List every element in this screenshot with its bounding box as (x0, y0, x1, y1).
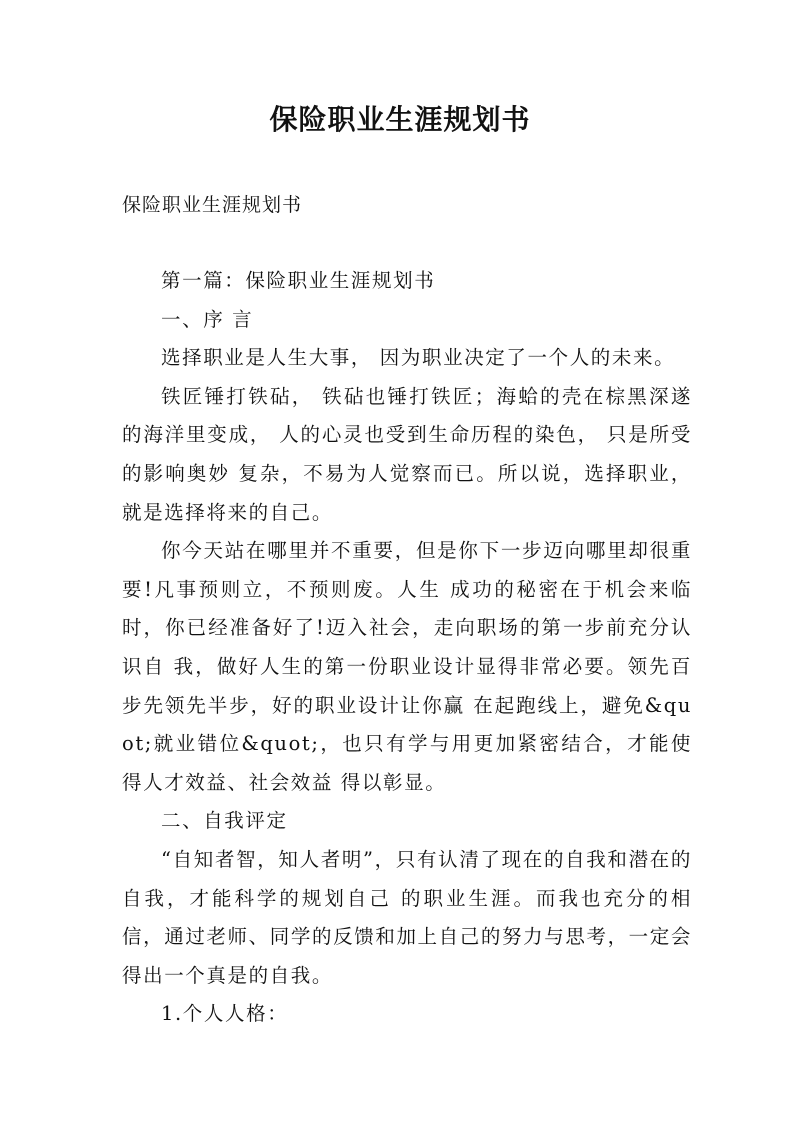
paragraph: 你今天站在哪里并不重要，但是你下一步迈向哪里却很重要!凡事预则立，不预则废。人生 成功的秘密在于机会来临时，你已经准备好了!迈入社会，走向职场的第一步前充分认识自 我，做好人生的第一份职业设计显得非常必要。领先百步先领先半步，好的职业设计让你赢 在起跑线上，避免&quot;就业错位&quot;，也只有学与用更加紧密结合，才能使得人才效益、社会效益 得以彰显。 (122, 539, 692, 794)
paragraph: 选择职业是人生大事， 因为职业决定了一个人的未来。 (161, 346, 676, 370)
section-heading-preface: 一、序 言 (161, 307, 254, 331)
document-body (122, 262, 692, 1034)
document-title: 保险职业生涯规划书 (269, 103, 531, 136)
document-subtitle: 保险职业生涯规划书 (122, 194, 303, 216)
paragraph: 铁匠锤打铁砧， 铁砧也锤打铁匠；海蛤的壳在棕黑深遂的海洋里变成， 人的心灵也受到生命历程的染色， 只是所受的影响奥妙 复杂，不易为人觉察而已。所以说，选择职业，就是选择将来的自己。 (122, 384, 692, 524)
subsection-heading-personality: 1.个人人格： (161, 1002, 289, 1026)
section-heading-self-assessment: 二、自我评定 (161, 809, 288, 833)
chapter-heading: 第一篇：保险职业生涯规划书 (161, 269, 436, 292)
paragraph: “自知者智，知人者明”，只有认清了现在的自我和潜在的自我，才能科学的规划自己 的职业生涯。而我也充分的相信，通过老师、同学的反馈和加上自己的努力与思考，一定会 得出一个真是的自我。 (122, 847, 692, 987)
